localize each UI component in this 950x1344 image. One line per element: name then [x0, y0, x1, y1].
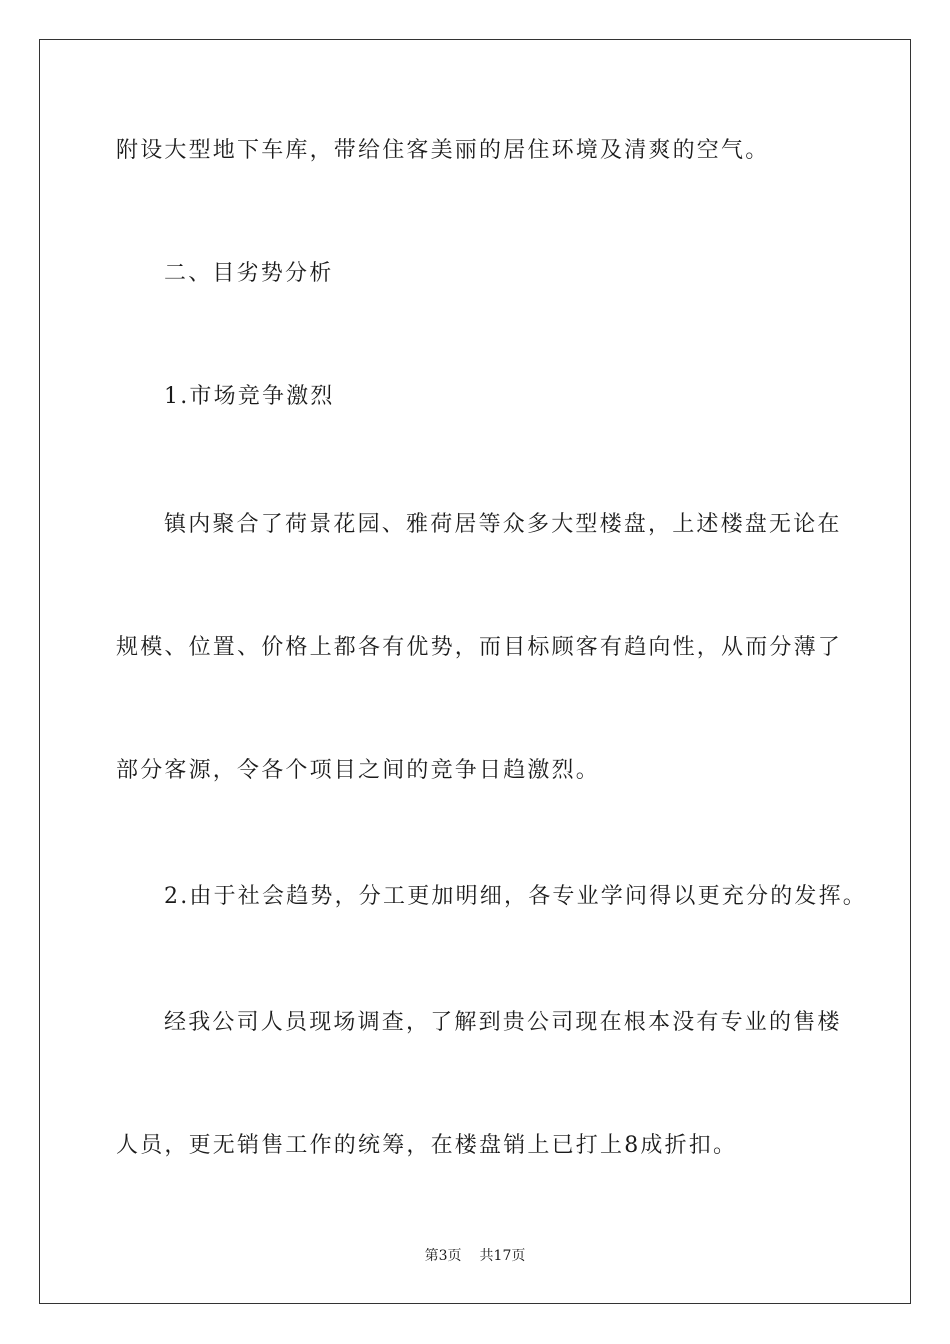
section-heading: 二、目劣势分析 — [164, 261, 334, 286]
subheading-2: 2.由于社会趋势，分工更加明细，各专业学问得以更充分的发挥。 — [164, 884, 867, 909]
page-footer — [0, 1247, 950, 1265]
paragraph-line-1: 附设大型地下车库，带给住客美丽的居住环境及清爽的空气。 — [116, 138, 770, 163]
paragraph-line-6: 人员，更无销售工作的统筹，在楼盘销上已打上8成折扣。 — [116, 1133, 738, 1158]
page-border — [39, 39, 911, 1304]
subheading-1: 1.市场竞争激烈 — [164, 384, 335, 409]
paragraph-line-3: 规模、位置、价格上都各有优势，而目标顾客有趋向性，从而分薄了 — [116, 635, 843, 660]
paragraph-line-2: 镇内聚合了荷景花园、雅荷居等众多大型楼盘，上述楼盘无论在 — [164, 512, 842, 537]
page-number: 第3页 — [424, 1248, 462, 1264]
page-total: 共17页 — [479, 1248, 526, 1264]
paragraph-line-5: 经我公司人员现场调查，了解到贵公司现在根本没有专业的售楼 — [164, 1010, 842, 1035]
paragraph-line-4: 部分客源，令各个项目之间的竞争日趋激烈。 — [116, 758, 601, 783]
